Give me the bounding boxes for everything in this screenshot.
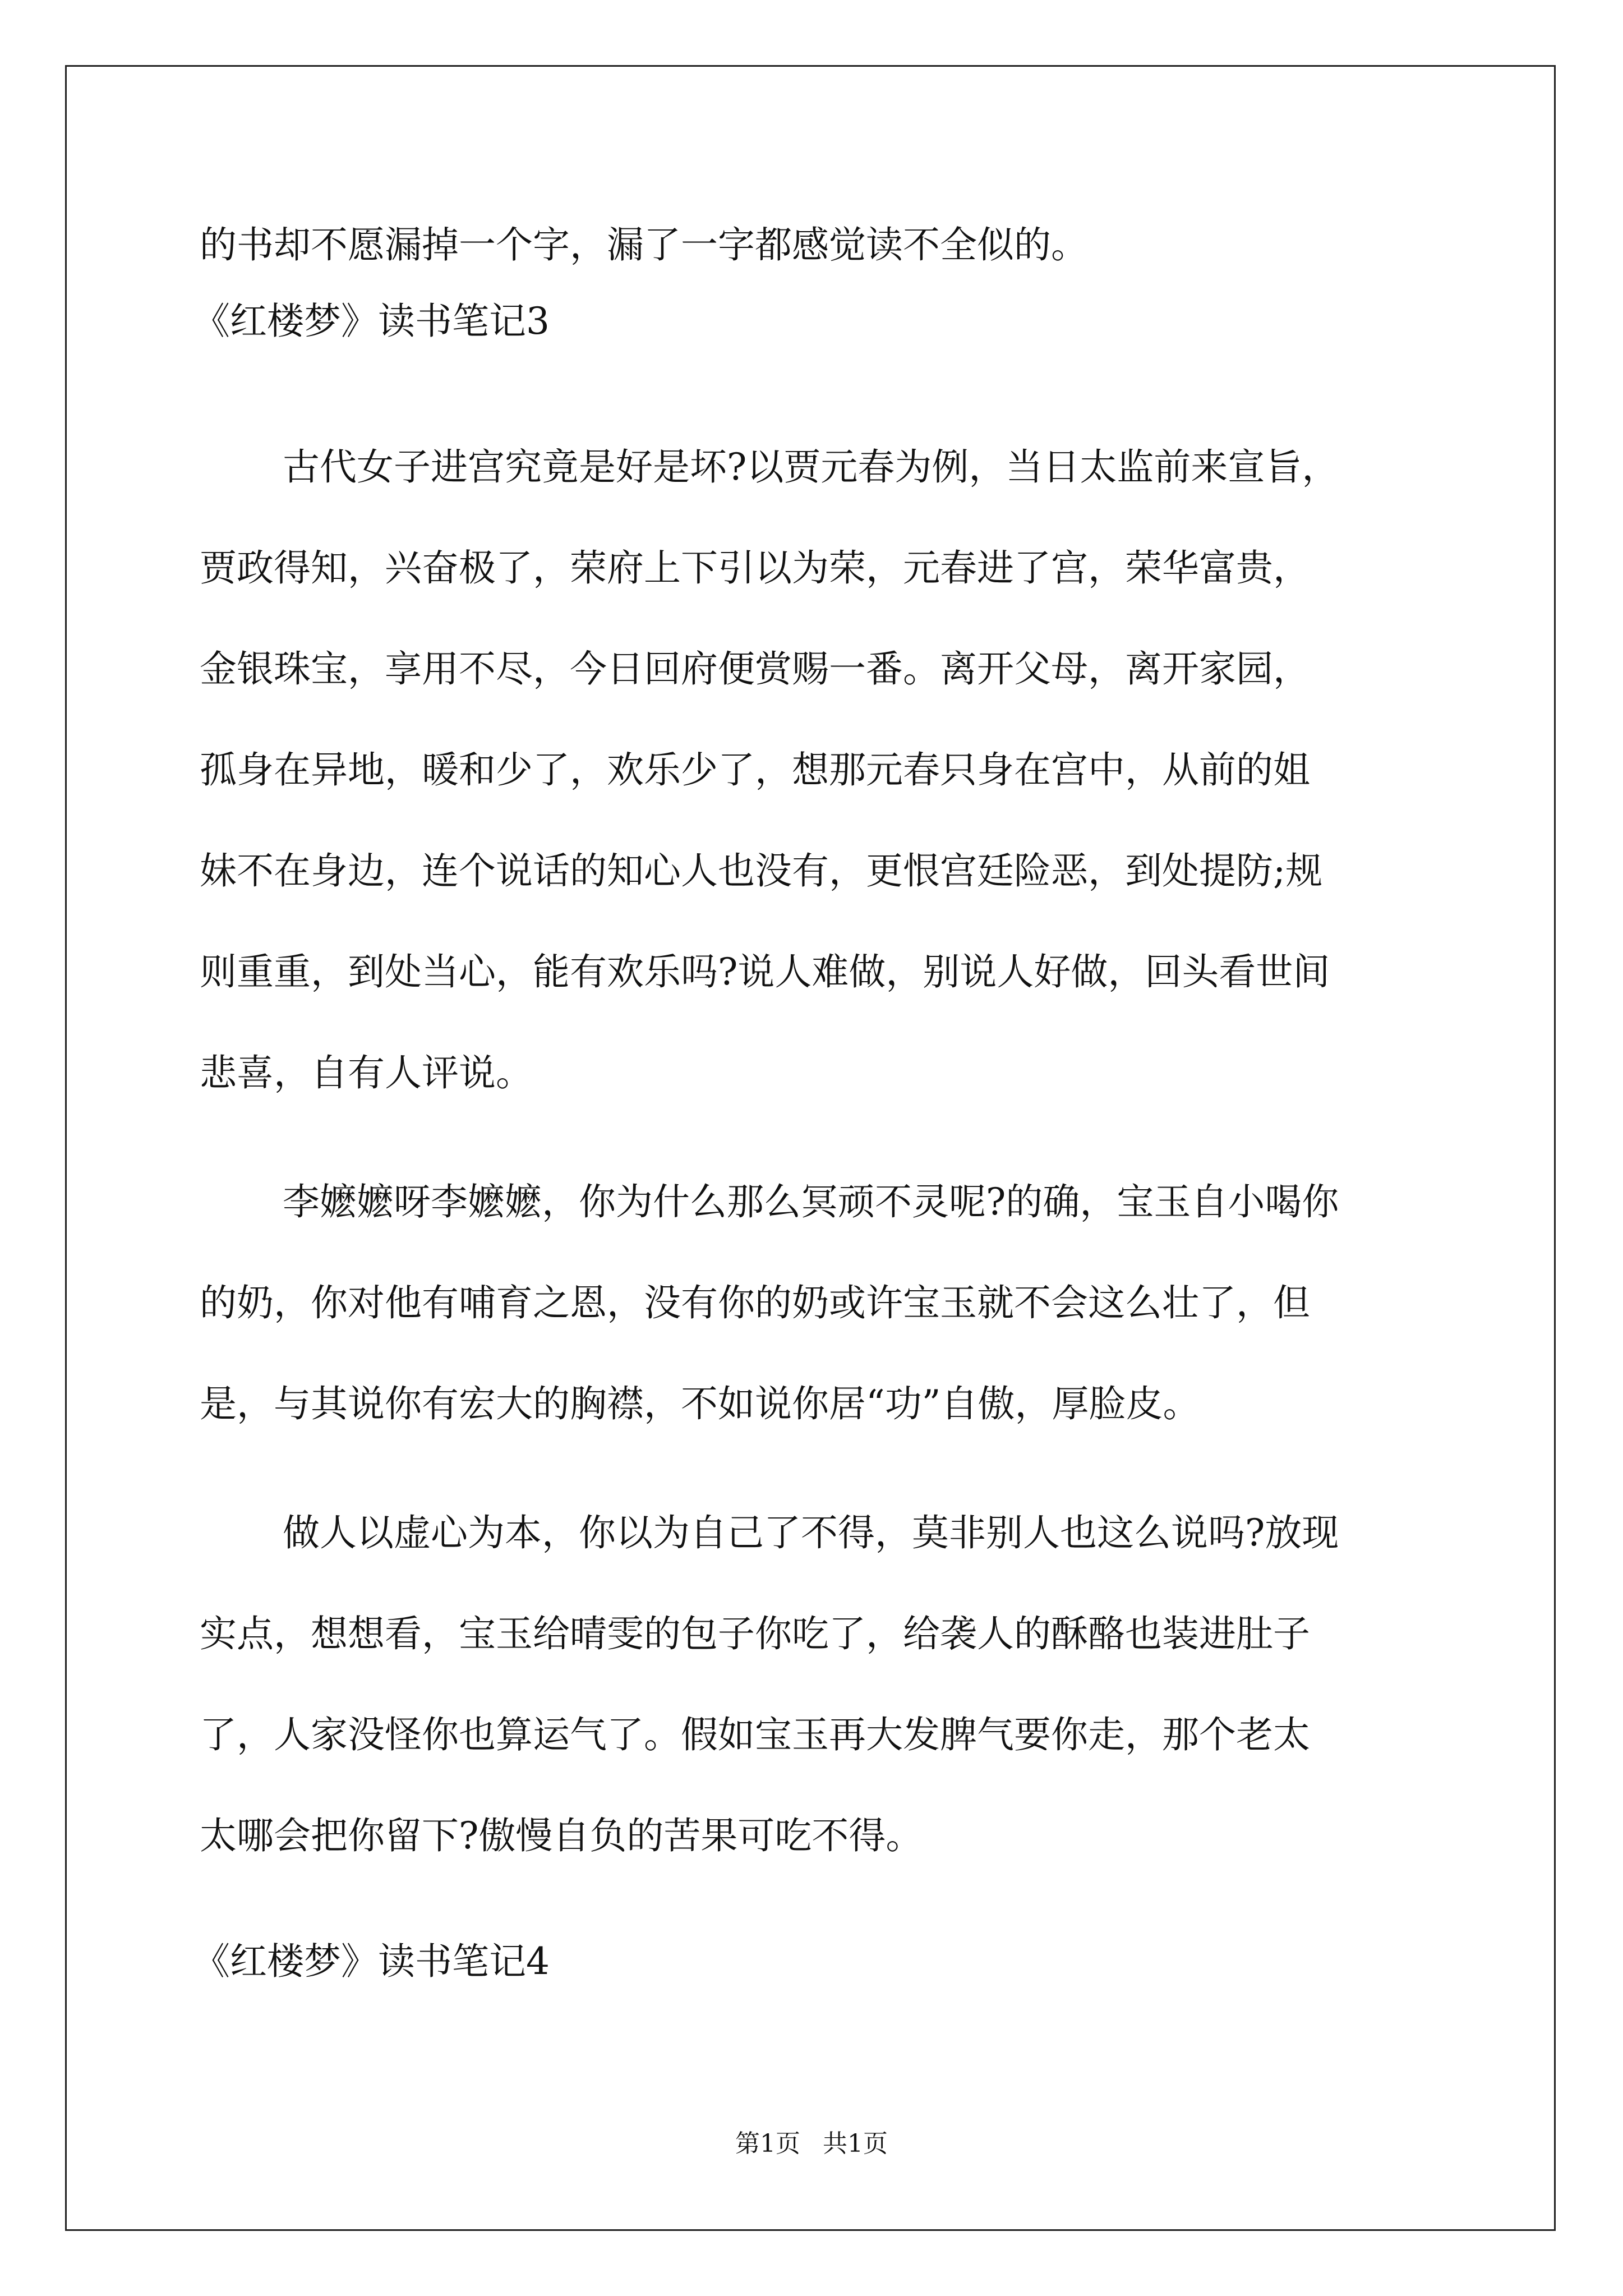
paragraph-line: 金银珠宝，享用不尽，今日回府便赏赐一番。离开父母，离开家园， xyxy=(200,647,1310,691)
paragraph-line: 太哪会把你留下?傲慢自负的苦果可吃不得。 xyxy=(200,1814,923,1857)
paragraph-line: 李嬷嬷呀李嬷嬷，你为什么那么冥顽不灵呢?的确，宝玉自小喝你 xyxy=(283,1180,1339,1223)
paragraph-line: 贾政得知，兴奋极了，荣府上下引以为荣，元春进了宫，荣华富贵， xyxy=(200,546,1310,590)
page-number-total: 共1页 xyxy=(823,2129,888,2158)
paragraph-line: 古代女子进宫究竟是好是坏?以贾元春为例，当日太监前来宣旨， xyxy=(283,445,1339,489)
page-number-current: 第1页 xyxy=(735,2129,800,2158)
paragraph-line: 实点，想想看，宝玉给晴雯的包子你吃了，给袭人的酥酪也装进肚子 xyxy=(200,1612,1310,1655)
paragraph-line: 了，人家没怪你也算运气了。假如宝玉再大发脾气要你走，那个老太 xyxy=(200,1713,1310,1756)
page-footer xyxy=(0,2127,1623,2161)
section-heading: 《红楼梦》读书笔记3 xyxy=(193,300,550,343)
paragraph-line: 悲喜，自有人评说。 xyxy=(200,1051,533,1094)
page-border xyxy=(65,65,1556,2231)
paragraph-line: 是，与其说你有宏大的胸襟，不如说你居“功”自傲，厚脸皮。 xyxy=(200,1382,1200,1425)
paragraph-line: 妹不在身边，连个说话的知心人也没有，更恨宫廷险恶，到处提防;规 xyxy=(200,849,1323,892)
paragraph-line: 的书却不愿漏掉一个字，漏了一字都感觉读不全似的。 xyxy=(200,223,1088,266)
paragraph-line: 的奶，你对他有哺育之恩，没有你的奶或许宝玉就不会这么壮了，但 xyxy=(200,1281,1310,1324)
section-heading: 《红楼梦》读书笔记4 xyxy=(193,1940,550,1983)
paragraph-line: 则重重，到处当心，能有欢乐吗?说人难做，别说人好做，回头看世间 xyxy=(200,950,1330,993)
paragraph-line: 做人以虚心为本，你以为自己了不得，莫非别人也这么说吗?放现 xyxy=(283,1511,1339,1554)
paragraph-line: 孤身在异地，暖和少了，欢乐少了，想那元春只身在宫中，从前的姐 xyxy=(200,748,1310,792)
